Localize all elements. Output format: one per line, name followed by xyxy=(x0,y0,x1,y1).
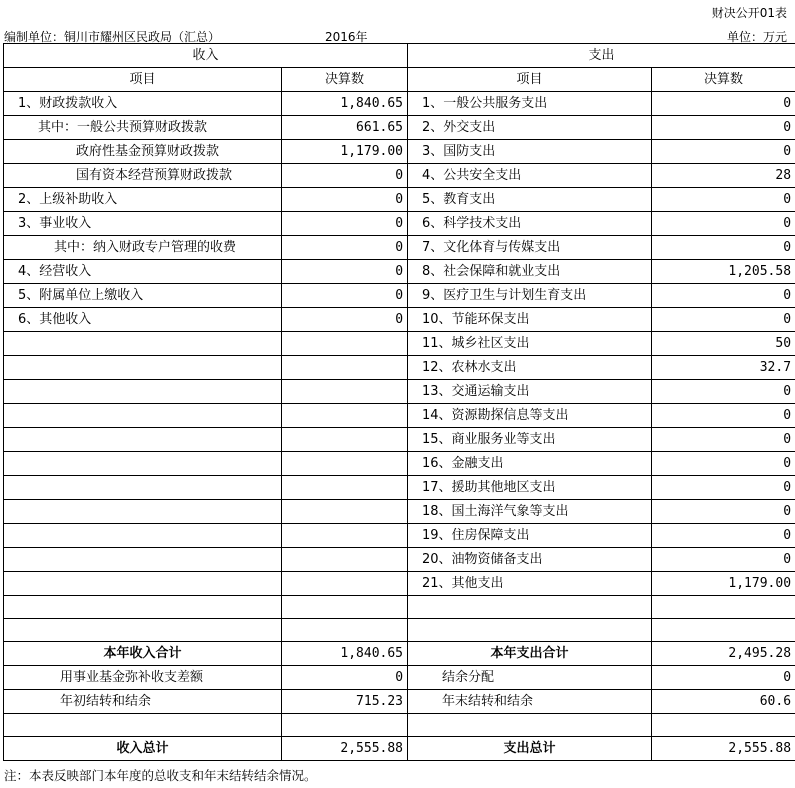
income-amount xyxy=(282,332,408,356)
expense-amount: 32.7 xyxy=(652,356,795,380)
ending-balance-value: 60.6 xyxy=(652,690,795,714)
income-item xyxy=(4,476,282,500)
income-item: 6、其他收入 xyxy=(4,308,282,332)
table-row xyxy=(4,596,795,619)
fund-offset-label: 用事业基金弥补收支差额 xyxy=(4,666,282,690)
income-item: 其中：纳入财政专户管理的收费 xyxy=(4,236,282,260)
table-row xyxy=(4,500,795,524)
income-item xyxy=(4,596,282,619)
table-row xyxy=(4,92,795,116)
table-row xyxy=(4,212,795,236)
expense-amount: 0 xyxy=(652,524,795,548)
expense-item: 16、金融支出 xyxy=(408,452,652,476)
ending-balance-label: 年末结转和结余 xyxy=(408,690,652,714)
income-amount xyxy=(282,548,408,572)
total-row xyxy=(4,642,795,666)
year-label: 2016年 xyxy=(325,30,368,44)
empty-cell xyxy=(4,714,282,737)
table-row xyxy=(4,452,795,476)
expense-year-total-label: 本年支出合计 xyxy=(408,642,652,666)
form-code: 财决公开01表 xyxy=(711,6,787,20)
income-item xyxy=(4,428,282,452)
income-year-total-label: 本年收入合计 xyxy=(4,642,282,666)
total-row xyxy=(4,666,795,690)
table-row xyxy=(4,308,795,332)
expense-item: 7、文化体育与传媒支出 xyxy=(408,236,652,260)
income-amount: 0 xyxy=(282,164,408,188)
expense-item: 3、国防支出 xyxy=(408,140,652,164)
income-amount xyxy=(282,356,408,380)
income-amount: 0 xyxy=(282,212,408,236)
income-amount xyxy=(282,380,408,404)
income-amount: 0 xyxy=(282,188,408,212)
expense-amount: 0 xyxy=(652,140,795,164)
expense-item: 1、一般公共服务支出 xyxy=(408,92,652,116)
income-grand-total-value: 2,555.88 xyxy=(282,737,408,761)
income-header: 收入 xyxy=(4,44,408,68)
income-amount: 1,840.65 xyxy=(282,92,408,116)
expense-item: 15、商业服务业等支出 xyxy=(408,428,652,452)
table-row xyxy=(4,332,795,356)
beginning-balance-value: 715.23 xyxy=(282,690,408,714)
total-row xyxy=(4,690,795,714)
expense-header: 支出 xyxy=(408,44,795,68)
expense-amount: 50 xyxy=(652,332,795,356)
table-row xyxy=(4,524,795,548)
empty-cell xyxy=(652,714,795,737)
expense-item: 10、节能环保支出 xyxy=(408,308,652,332)
expense-item xyxy=(408,596,652,619)
expense-item: 13、交通运输支出 xyxy=(408,380,652,404)
income-item: 3、事业收入 xyxy=(4,212,282,236)
income-item xyxy=(4,380,282,404)
empty-cell xyxy=(408,714,652,737)
expense-amount xyxy=(652,596,795,619)
income-item: 2、上级补助收入 xyxy=(4,188,282,212)
table-row xyxy=(4,619,795,642)
expense-item: 8、社会保障和就业支出 xyxy=(408,260,652,284)
income-item xyxy=(4,332,282,356)
expense-amount: 0 xyxy=(652,188,795,212)
income-item: 1、财政拨款收入 xyxy=(4,92,282,116)
expense-amount-header: 决算数 xyxy=(652,68,795,92)
income-item-header: 项目 xyxy=(4,68,282,92)
income-item xyxy=(4,404,282,428)
income-grand-total-label: 收入总计 xyxy=(4,737,282,761)
income-amount: 0 xyxy=(282,236,408,260)
expense-amount: 0 xyxy=(652,404,795,428)
expense-item-header: 项目 xyxy=(408,68,652,92)
income-item: 其中：一般公共预算财政拨款 xyxy=(4,116,282,140)
table-row xyxy=(4,548,795,572)
expense-amount: 0 xyxy=(652,236,795,260)
table-row xyxy=(4,356,795,380)
income-amount xyxy=(282,524,408,548)
income-item xyxy=(4,452,282,476)
expense-amount: 0 xyxy=(652,500,795,524)
expense-amount: 1,179.00 xyxy=(652,572,795,596)
expense-item: 12、农林水支出 xyxy=(408,356,652,380)
income-item xyxy=(4,619,282,642)
table-row xyxy=(4,260,795,284)
expense-item: 9、医疗卫生与计划生育支出 xyxy=(408,284,652,308)
expense-item: 11、城乡社区支出 xyxy=(408,332,652,356)
income-amount xyxy=(282,572,408,596)
table-row xyxy=(4,116,795,140)
expense-amount: 0 xyxy=(652,284,795,308)
income-amount xyxy=(282,619,408,642)
header-row-columns xyxy=(4,68,795,92)
income-item: 5、附属单位上缴收入 xyxy=(4,284,282,308)
income-amount xyxy=(282,404,408,428)
expense-item xyxy=(408,619,652,642)
expense-amount: 0 xyxy=(652,428,795,452)
expense-item: 20、油物资储备支出 xyxy=(408,548,652,572)
expense-amount: 0 xyxy=(652,212,795,236)
header-row-section xyxy=(4,44,795,68)
table-row xyxy=(4,404,795,428)
table-row xyxy=(4,140,795,164)
table-row xyxy=(4,164,795,188)
table-row xyxy=(4,284,795,308)
expense-amount: 28 xyxy=(652,164,795,188)
expense-year-total-value: 2,495.28 xyxy=(652,642,795,666)
expense-item: 18、国土海洋气象等支出 xyxy=(408,500,652,524)
income-item: 政府性基金预算财政拨款 xyxy=(4,140,282,164)
table-row xyxy=(4,572,795,596)
income-amount xyxy=(282,476,408,500)
table-row xyxy=(4,236,795,260)
expense-item: 19、住房保障支出 xyxy=(408,524,652,548)
income-amount xyxy=(282,596,408,619)
org-label: 编制单位：铜川市耀州区民政局（汇总） xyxy=(4,30,221,44)
income-item xyxy=(4,356,282,380)
surplus-allocation-label: 结余分配 xyxy=(408,666,652,690)
income-amount xyxy=(282,500,408,524)
expense-item: 17、援助其他地区支出 xyxy=(408,476,652,500)
expense-item: 2、外交支出 xyxy=(408,116,652,140)
unit-label: 单位：万元 xyxy=(726,30,787,44)
table-body xyxy=(4,44,795,761)
expense-amount: 0 xyxy=(652,476,795,500)
surplus-allocation-value: 0 xyxy=(652,666,795,690)
footnote: 注：本表反映部门本年度的总收支和年末结转结余情况。 xyxy=(4,768,317,783)
income-item xyxy=(4,524,282,548)
expense-grand-total-value: 2,555.88 xyxy=(652,737,795,761)
income-amount-header: 决算数 xyxy=(282,68,408,92)
expense-item: 14、资源勘探信息等支出 xyxy=(408,404,652,428)
income-year-total-value: 1,840.65 xyxy=(282,642,408,666)
expense-amount: 1,205.58 xyxy=(652,260,795,284)
expense-amount xyxy=(652,619,795,642)
expense-grand-total-label: 支出总计 xyxy=(408,737,652,761)
finance-table xyxy=(3,43,795,761)
table-row xyxy=(4,428,795,452)
expense-amount: 0 xyxy=(652,548,795,572)
income-amount: 661.65 xyxy=(282,116,408,140)
income-amount: 0 xyxy=(282,284,408,308)
fund-offset-value: 0 xyxy=(282,666,408,690)
table-row xyxy=(4,476,795,500)
expense-amount: 0 xyxy=(652,92,795,116)
income-item: 4、经营收入 xyxy=(4,260,282,284)
income-amount xyxy=(282,452,408,476)
income-amount: 1,179.00 xyxy=(282,140,408,164)
expense-amount: 0 xyxy=(652,116,795,140)
expense-item: 21、其他支出 xyxy=(408,572,652,596)
expense-item: 5、教育支出 xyxy=(408,188,652,212)
table-row xyxy=(4,188,795,212)
income-amount: 0 xyxy=(282,308,408,332)
beginning-balance-label: 年初结转和结余 xyxy=(4,690,282,714)
expense-amount: 0 xyxy=(652,308,795,332)
income-item xyxy=(4,572,282,596)
income-item xyxy=(4,548,282,572)
income-item xyxy=(4,500,282,524)
expense-item: 4、公共安全支出 xyxy=(408,164,652,188)
spacer-row xyxy=(4,714,795,737)
expense-amount: 0 xyxy=(652,380,795,404)
total-row xyxy=(4,737,795,761)
expense-amount: 0 xyxy=(652,452,795,476)
income-amount xyxy=(282,428,408,452)
income-amount: 0 xyxy=(282,260,408,284)
empty-cell xyxy=(282,714,408,737)
table-row xyxy=(4,380,795,404)
expense-item: 6、科学技术支出 xyxy=(408,212,652,236)
income-item: 国有资本经营预算财政拨款 xyxy=(4,164,282,188)
